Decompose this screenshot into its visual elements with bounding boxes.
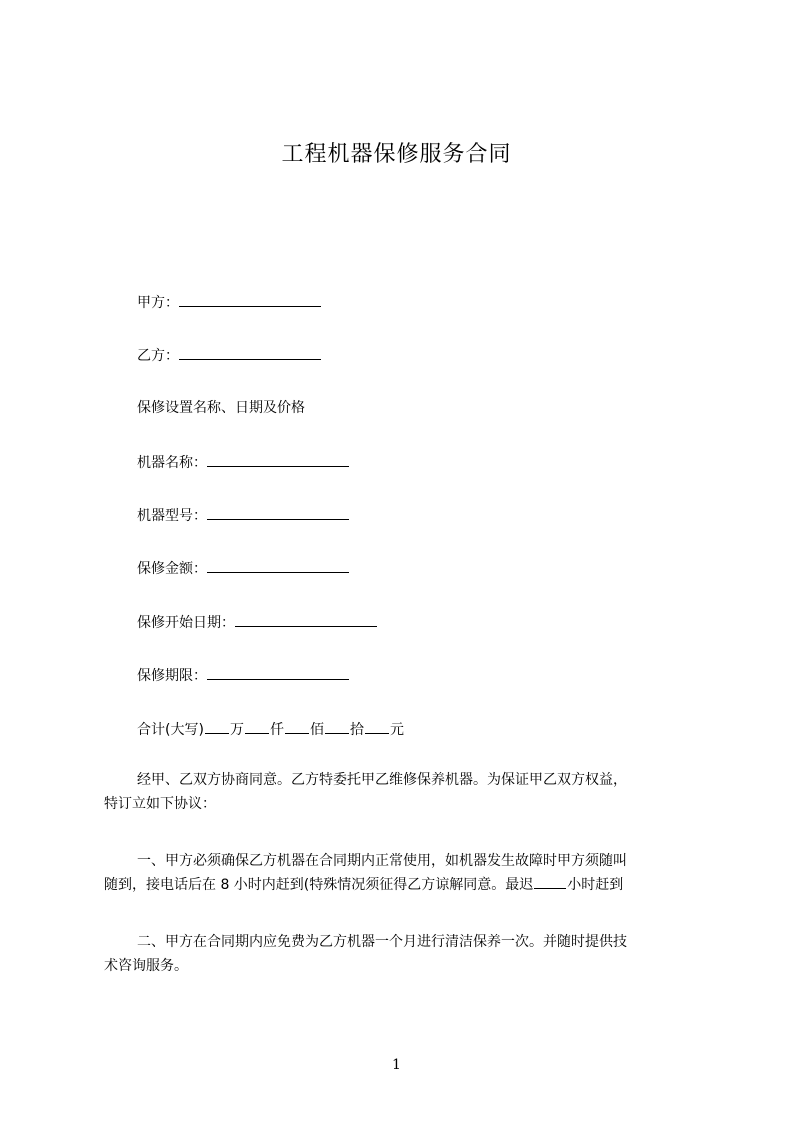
party-b-field [137,345,321,366]
party-b-label: 乙方： [137,348,179,364]
clause-2-paragraph [104,930,700,978]
yuan-blank [365,719,389,734]
machine-model-blank [207,505,349,520]
period-field [137,665,349,686]
clause-1-line-2-text-b: 小时赶到 [567,877,624,893]
intro-line-2: 特订立如下协议： [104,796,216,812]
unit-qian: 仟 [269,722,284,738]
wan-blank [205,719,229,734]
intro-line-1: 经甲、乙双方协商同意。乙方特委托甲乙维修保养机器。为保证甲乙双方权益， [137,772,627,788]
amount-field [137,558,349,579]
qian-blank [245,719,269,734]
start-date-field [137,612,377,633]
machine-name-label: 机器名称： [137,455,207,471]
unit-bai: 佰 [309,722,324,738]
amount-blank [207,558,349,573]
start-date-label: 保修开始日期： [137,615,235,631]
unit-wan: 万 [229,722,244,738]
total-prefix: 合计(大写) [137,722,204,738]
clause-1-line-1: 一、甲方必须确保乙方机器在合同期内正常使用，如机器发生故障时甲方须随叫 [137,853,627,869]
party-b-blank [179,345,321,360]
clause-2-line-1: 二、甲方在合同期内应免费为乙方机器一个月进行清洁保养一次。并随时提供技 [137,934,627,950]
party-a-label: 甲方： [137,295,179,311]
machine-model-label: 机器型号： [137,508,207,524]
period-blank [207,665,349,680]
machine-name-blank [207,452,349,467]
start-date-blank [235,612,377,627]
amount-label: 保修金额： [137,561,207,577]
machine-name-field [137,452,349,473]
period-label: 保修期限： [137,668,207,684]
page-number: 1 [392,1057,401,1073]
unit-yuan: 元 [389,722,404,738]
clause-2-line-2: 术咨询服务。 [104,958,188,974]
intro-paragraph [104,768,700,816]
section-heading: 保修设置名称、日期及价格 [137,400,305,416]
shi-blank [325,719,349,734]
unit-shi: 拾 [349,722,364,738]
bai-blank [285,719,309,734]
party-a-blank [179,292,321,307]
clause-1-paragraph [104,849,700,897]
machine-model-field [137,505,349,526]
party-a-field [137,292,321,313]
clause-1-line-2-text-a: 随到，接电话后在 8 小时内赶到(特殊情况须征得乙方谅解同意。最迟 [104,877,534,893]
document-title: 工程机器保修服务合同 [281,142,512,167]
total-amount-field [137,719,404,740]
clause-1-line-2 [104,873,700,897]
clause-1-hours-blank [534,874,566,889]
